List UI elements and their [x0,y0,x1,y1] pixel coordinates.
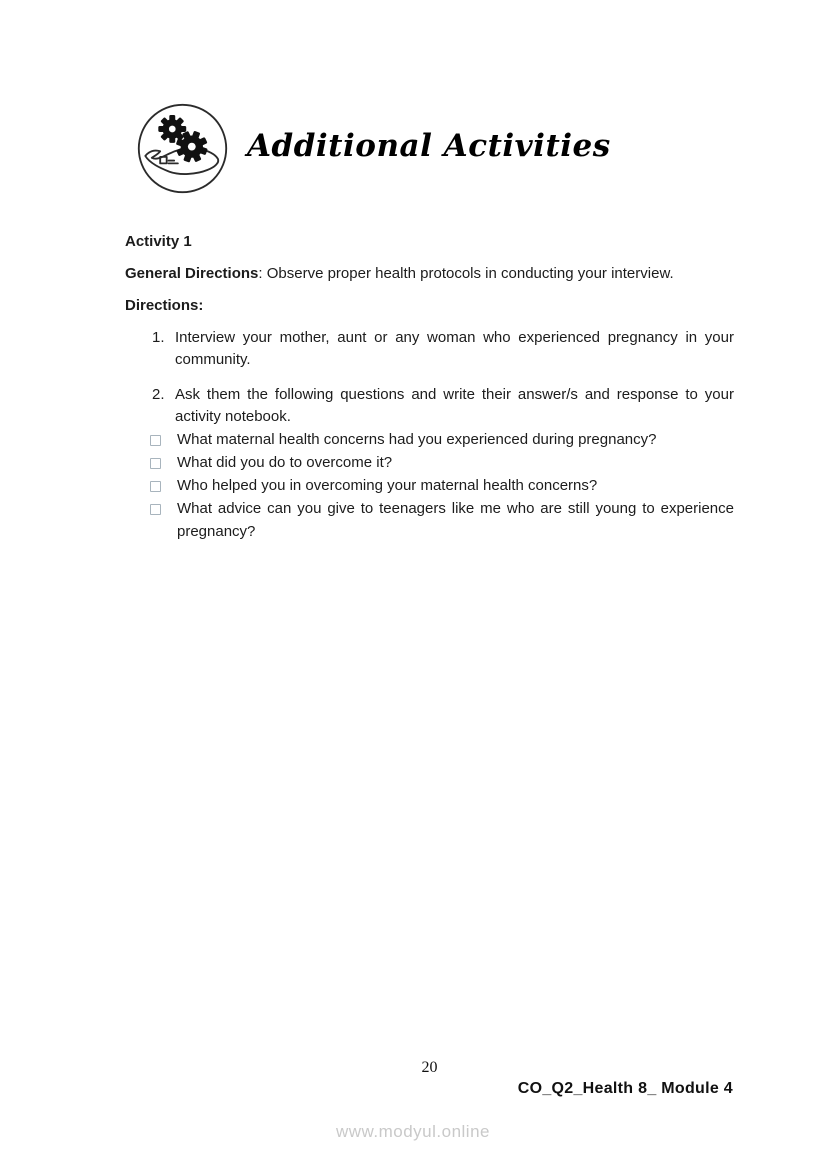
list-item-text: Interview your mother, aunt or any woman who experienced pregnancy in your community. [175,329,734,368]
list-item-text: Ask them the following questions and write their answer/s and response to your activity notebook. [175,386,734,425]
general-directions-label: General Directions [125,265,259,282]
question-text: What maternal health concerns had you experienced during pregnancy? [177,431,657,448]
activity-heading: Activity 1 [125,233,192,250]
page-title: Additional Activities [247,128,611,164]
gears-in-hand-icon [136,102,229,195]
list-item-number: 2. [152,386,165,403]
list-item [125,384,734,428]
list-item [125,497,734,543]
watermark: www.modyul.online [335,1122,490,1141]
checkbox-bullet-icon [150,435,161,446]
checkbox-bullet-icon [150,458,161,469]
general-directions [125,263,734,285]
module-footer-label: CO_Q2_Health 8_ Module 4 [517,1080,733,1097]
interview-questions-list [125,428,734,543]
activity-section [125,231,734,543]
list-item [125,327,734,371]
general-directions-text: : Observe proper health protocols in conducting your interview. [258,265,674,282]
page-number: 20 [421,1059,438,1076]
list-item [125,451,734,474]
checkbox-bullet-icon [150,481,161,492]
question-text: What advice can you give to teenagers like me who are still young to experience pregnancy? [177,500,734,540]
list-item [125,428,734,451]
question-text: What did you do to overcome it? [177,454,393,471]
directions-numbered-list [125,327,734,428]
directions-heading: Directions: [125,297,204,314]
checkbox-bullet-icon [150,504,161,515]
list-item-number: 1. [152,329,165,346]
question-text: Who helped you in overcoming your maternal health concerns? [177,477,598,494]
list-item [125,474,734,497]
